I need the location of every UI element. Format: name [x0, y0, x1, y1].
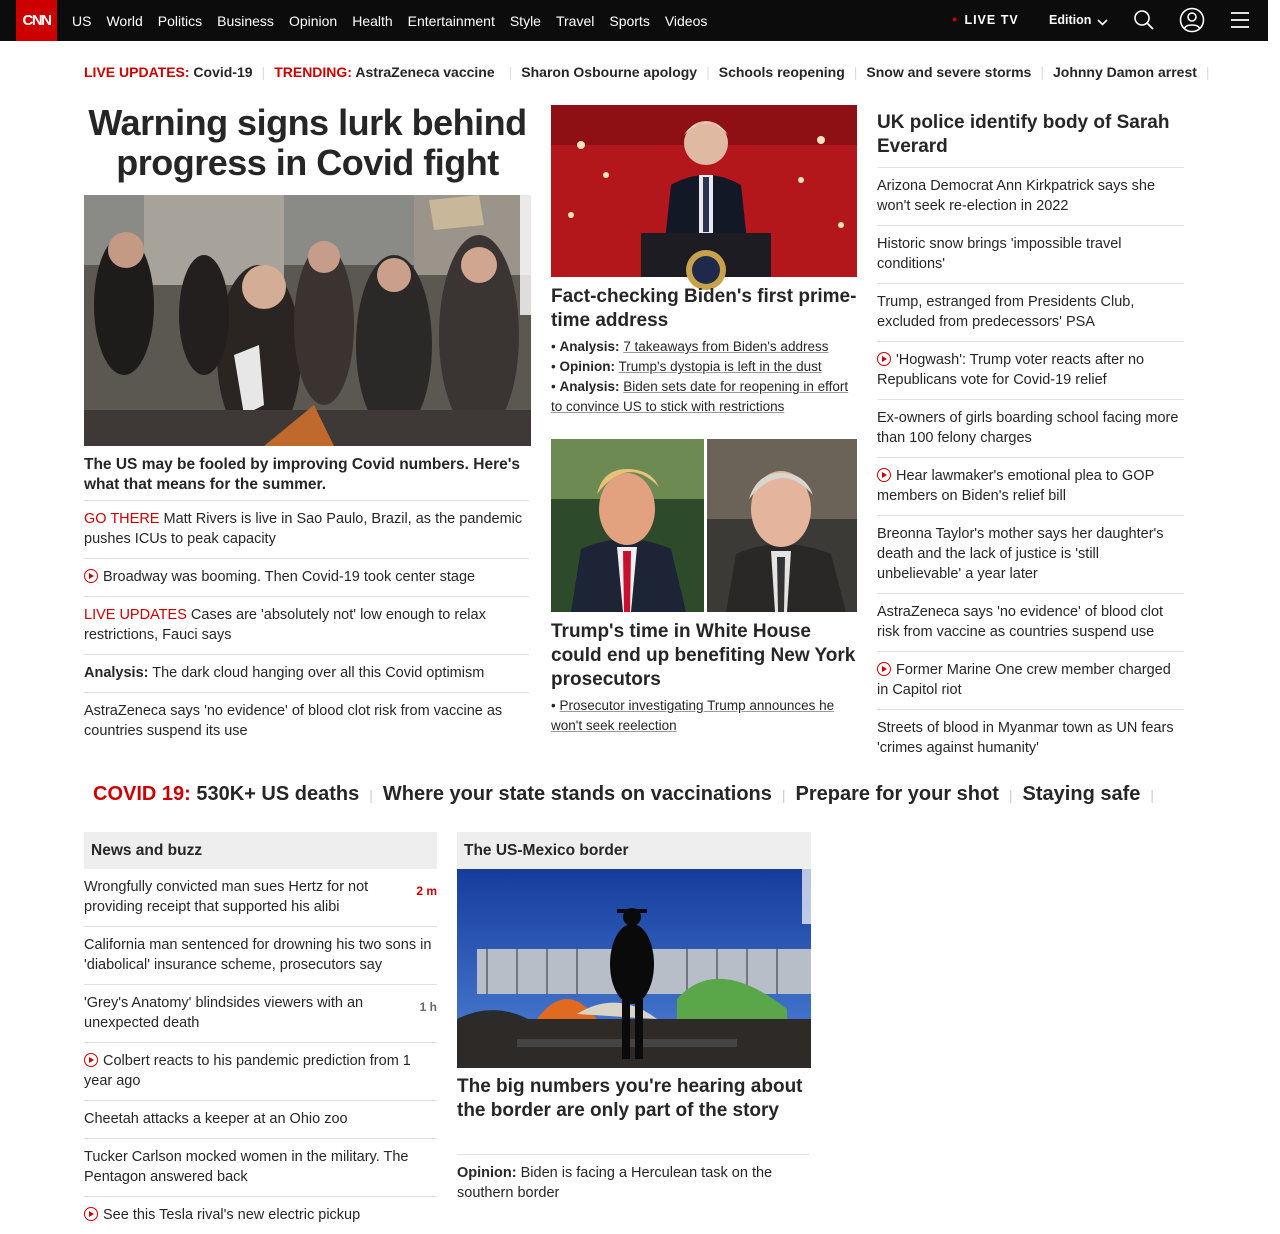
- list-item[interactable]: [877, 167, 1184, 225]
- opinion-label: Opinion:: [457, 1165, 517, 1181]
- play-icon: [877, 352, 891, 366]
- opinion-label: Opinion:: [559, 359, 615, 374]
- biden-photo[interactable]: [551, 105, 857, 277]
- play-icon: [84, 1207, 98, 1221]
- trending-item[interactable]: Snow and severe storms: [866, 64, 1032, 80]
- item-text: 'Hogwash': Trump voter reacts after no Republicans vote for Covid-19 relief: [877, 352, 1145, 388]
- border-camp-photo: [457, 869, 811, 1068]
- biden-headline[interactable]: Fact-checking Biden's first prime-time address: [551, 286, 857, 331]
- trending-item[interactable]: Sharon Osbourne apology: [521, 64, 698, 80]
- live-tv-button[interactable]: [952, 13, 1019, 27]
- nav-sports[interactable]: Sports: [609, 12, 650, 29]
- divider: |: [1008, 786, 1013, 803]
- protest-photo: [84, 195, 531, 446]
- list-item[interactable]: [877, 341, 1184, 399]
- news-buzz-list: [84, 869, 437, 1234]
- link-text: Biden sets date for reopening in effort to convince US to stick with restrictions: [551, 379, 849, 414]
- nav-health[interactable]: Health: [352, 12, 393, 29]
- link-text: Trump's dystopia is left in the dust: [618, 359, 822, 374]
- lead-related-list: [84, 500, 529, 750]
- item-text: See this Tesla rival's new electric pickup: [103, 1207, 361, 1223]
- timestamp: 1 h: [419, 1000, 437, 1014]
- nav-opinion[interactable]: Opinion: [288, 12, 338, 29]
- play-icon: [877, 468, 891, 482]
- list-item[interactable]: [84, 869, 437, 926]
- item-text: AstraZeneca says 'no evidence' of blood clot risk from vaccine as countries suspend its use: [84, 703, 503, 739]
- item-text: Arizona Democrat Ann Kirkpatrick says she won't seek re-election in 2022: [877, 178, 1156, 214]
- col3-headline[interactable]: UK police identify body of Sarah Everard: [877, 112, 1170, 157]
- border-photo[interactable]: [457, 869, 811, 1068]
- trending-link[interactable]: [274, 64, 494, 80]
- item-text: Streets of blood in Myanmar town as UN fears 'crimes against humanity': [877, 720, 1174, 756]
- list-item[interactable]: [84, 1100, 437, 1138]
- top-nav: [0, 0, 1268, 41]
- item-text: Tucker Carlson mocked women in the military. The Pentagon answered back: [84, 1149, 409, 1185]
- menu-icon[interactable]: [1230, 11, 1250, 29]
- item-text: Hear lawmaker's emotional plea to GOP members on Biden's relief bill: [877, 468, 1154, 504]
- related-link[interactable]: • Prosecutor investigating Trump announces he won't seek reelection: [551, 698, 835, 733]
- item-text: Colbert reacts to his pandemic prediction from 1 year ago: [84, 1053, 411, 1089]
- edition-dropdown[interactable]: [1049, 13, 1108, 27]
- trending-item[interactable]: Johnny Damon arrest: [1052, 64, 1197, 80]
- covid-link[interactable]: 530K+ US deaths: [196, 783, 360, 805]
- divider: |: [1205, 64, 1210, 80]
- divider: |: [1150, 786, 1155, 803]
- section-nav: [72, 0, 722, 41]
- trending-bar: [84, 63, 1219, 81]
- live-dot-icon: ●: [952, 14, 959, 24]
- divider: |: [853, 64, 858, 80]
- list-item[interactable]: [84, 1196, 437, 1234]
- live-updates-text: Covid-19: [193, 64, 253, 80]
- list-item[interactable]: [877, 651, 1184, 709]
- lead-headline[interactable]: Warning signs lurk behind progress in Covid fight: [88, 102, 527, 183]
- trending-label: TRENDING:: [274, 64, 352, 80]
- trending-text: AstraZeneca vaccine: [355, 64, 495, 80]
- nav-entertainment[interactable]: Entertainment: [407, 12, 495, 29]
- item-text: 'Grey's Anatomy' blindsides viewers with an unexpected death: [84, 995, 364, 1031]
- list-item[interactable]: [84, 984, 437, 1042]
- list-item[interactable]: [877, 593, 1184, 651]
- live-tv-label: LIVE TV: [964, 13, 1019, 27]
- analysis-label: Analysis:: [84, 665, 149, 681]
- item-text: Matt Rivers is live in Sao Paulo, Brazil, as the pandemic pushes ICUs to peak capacity: [84, 511, 523, 547]
- item-text: Cases are 'absolutely not' low enough to relax restrictions, Fauci says: [84, 607, 486, 643]
- nav-business[interactable]: Business: [217, 12, 274, 29]
- nav-politics[interactable]: Politics: [157, 12, 203, 29]
- cnn-logo[interactable]: CNN: [16, 0, 57, 41]
- list-item[interactable]: [84, 500, 529, 558]
- divider: |: [261, 64, 266, 80]
- list-item[interactable]: [877, 709, 1184, 767]
- go-there-label: GO THERE: [84, 511, 160, 527]
- list-item[interactable]: [877, 457, 1184, 515]
- divider: |: [781, 786, 786, 803]
- item-text: Cheetah attacks a keeper at an Ohio zoo: [84, 1111, 348, 1127]
- list-item[interactable]: [84, 1138, 437, 1196]
- item-text: Breonna Taylor's mother says her daughter's death and the lack of justice is 'still unbelievable' a year later: [877, 526, 1164, 582]
- link-text: 7 takeaways from Biden's address: [623, 339, 829, 354]
- list-item[interactable]: [877, 225, 1184, 283]
- divider: |: [369, 786, 373, 803]
- nav-us[interactable]: US: [72, 12, 92, 29]
- related-link[interactable]: • Analysis: Biden sets date for reopening in effort to convince US to stick with restrictions: [551, 379, 849, 414]
- search-icon[interactable]: [1133, 9, 1155, 31]
- covid-bar: [93, 783, 1164, 806]
- list-item[interactable]: [84, 654, 529, 692]
- item-text: The dark cloud hanging over all this Covid optimism: [152, 665, 485, 681]
- nav-videos[interactable]: Videos: [664, 12, 708, 29]
- covid-label: COVID 19:: [93, 783, 191, 805]
- trump-prosecutor-photo[interactable]: [551, 439, 857, 612]
- biden-address-photo: [551, 105, 857, 277]
- trump-related-list: [551, 696, 857, 736]
- border-related-list: [457, 1154, 809, 1212]
- live-updates-link[interactable]: [84, 64, 253, 80]
- lead-photo[interactable]: [84, 195, 531, 446]
- trending-item[interactable]: Schools reopening: [718, 64, 845, 80]
- trump-vance-photo: [551, 439, 857, 612]
- related-link[interactable]: • Analysis: 7 takeaways from Biden's address: [551, 339, 829, 354]
- border-header: The US-Mexico border: [457, 832, 811, 869]
- news-buzz-header: News and buzz: [84, 832, 437, 869]
- list-item[interactable]: [84, 1042, 437, 1100]
- item-text: Biden is facing a Herculean task on the southern border: [457, 1165, 773, 1201]
- analysis-label: Analysis:: [559, 379, 620, 394]
- analysis-label: Analysis:: [559, 339, 620, 354]
- item-text: AstraZeneca says 'no evidence' of blood clot risk from vaccine as countries suspend use: [877, 604, 1164, 640]
- list-item[interactable]: [84, 558, 529, 596]
- nav-world[interactable]: World: [106, 12, 143, 29]
- lead-caption[interactable]: The US may be fooled by improving Covid numbers. Here's what that means for the summer.: [84, 456, 521, 493]
- item-text: Historic snow brings 'impossible travel conditions': [877, 236, 1122, 272]
- list-item[interactable]: [877, 515, 1184, 593]
- account-icon[interactable]: [1179, 7, 1205, 33]
- play-icon: [84, 569, 98, 583]
- list-item[interactable]: [84, 926, 437, 984]
- covid-link[interactable]: Prepare for your shot: [795, 783, 999, 805]
- item-text: Broadway was booming. Then Covid-19 took center stage: [103, 569, 476, 585]
- list-item[interactable]: [84, 596, 529, 654]
- play-icon: [84, 1053, 98, 1067]
- list-item[interactable]: [84, 692, 529, 750]
- live-updates-label: LIVE UPDATES: [84, 607, 187, 623]
- biden-related-list: [551, 337, 857, 417]
- divider: |: [706, 64, 710, 80]
- related-link[interactable]: • Opinion: Trump's dystopia is left in the dust: [551, 359, 822, 374]
- chevron-down-icon: [1097, 19, 1108, 26]
- item-text: California man sentenced for drowning his two sons in 'diabolical' insurance scheme, prosecutors say: [84, 937, 432, 973]
- trump-headline[interactable]: Trump's time in White House could end up benefiting New York prosecutors: [551, 621, 856, 690]
- nav-travel[interactable]: Travel: [555, 12, 595, 29]
- nav-style[interactable]: Style: [509, 12, 541, 29]
- divider: |: [1040, 64, 1044, 80]
- list-item[interactable]: [877, 399, 1184, 457]
- play-icon: [877, 662, 891, 676]
- item-text: Ex-owners of girls boarding school facing more than 100 felony charges: [877, 410, 1179, 446]
- divider: |: [508, 64, 513, 80]
- list-item[interactable]: [877, 283, 1184, 341]
- edition-label: Edition: [1049, 13, 1092, 27]
- covid-link[interactable]: Where your state stands on vaccinations: [382, 783, 772, 805]
- live-updates-label: LIVE UPDATES:: [84, 64, 190, 80]
- covid-link[interactable]: Staying safe: [1022, 783, 1141, 805]
- timestamp: 2 m: [416, 884, 437, 898]
- item-text: Former Marine One crew member charged in Capitol riot: [877, 662, 1171, 698]
- col3-list: [877, 167, 1184, 767]
- item-text: Wrongfully convicted man sues Hertz for not providing receipt that supported his alibi: [84, 879, 369, 915]
- border-headline[interactable]: The big numbers you're hearing about the border are only part of the story: [457, 1076, 803, 1121]
- item-text: Trump, estranged from Presidents Club, excluded from predecessors' PSA: [877, 294, 1135, 330]
- list-item[interactable]: [457, 1154, 809, 1212]
- link-text: Prosecutor investigating Trump announces he won't seek reelection: [551, 698, 835, 733]
